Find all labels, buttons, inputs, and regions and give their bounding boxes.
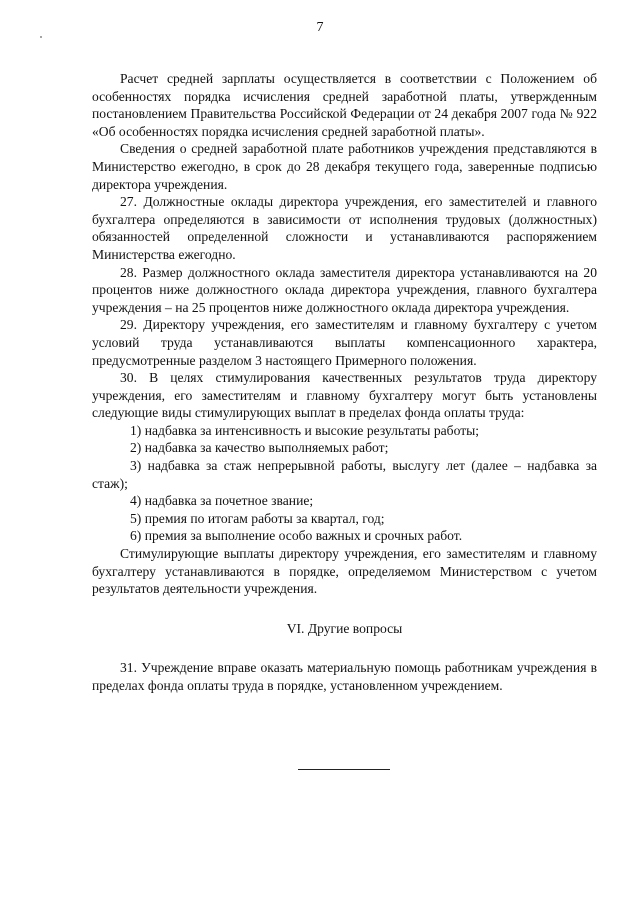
list-item: 6) премия за выполнение особо важных и срочных работ. <box>130 528 463 544</box>
paragraph-salary-info: Сведения о средней заработной плате работников учреждения представляются в Министерство ежегодно, в срок до 28 декабря текущего года, заверенные подписью директора учреждения. <box>92 141 597 192</box>
paragraph-30: 30. В целях стимулирования качественных результатов труда директору учреждения, его заместителям и главному бухгалтеру могут быть установлены следующие виды стимулирующих выплат в пределах фонда оплаты труда: <box>92 370 597 421</box>
end-of-document-rule <box>298 769 390 770</box>
list-item: 2) надбавка за качество выполняемых работ; <box>130 440 389 456</box>
document-body <box>92 70 597 695</box>
section-title: VI. Другие вопросы <box>286 620 403 636</box>
list-item: 5) премия по итогам работы за квартал, год; <box>130 510 385 526</box>
paragraph-27: 27. Должностные оклады директора учреждения, его заместителей и главного бухгалтера определяются в зависимости от исполнения трудовых (должностных) обязанностей определенной сложности и устанавливаются распоряжением Министерства ежегодно. <box>92 194 597 262</box>
list-item: 4) надбавка за почетное звание; <box>130 493 314 509</box>
list-item: 3) надбавка за стаж непрерывной работы, выслугу лет (далее – надбавка за стаж); <box>92 458 597 491</box>
list-item: 1) надбавка за интенсивность и высокие результаты работы; <box>130 422 480 438</box>
page-number: 7 <box>316 20 324 35</box>
paragraph-average-salary: Расчет средней зарплаты осуществляется в соответствии с Положением об особенностях порядка исчисления средней заработной платы, утвержденным постановлением Правительства Российской Федерации от 24 декабря 2007 года № 922 «Об особенностях порядка исчисления средней заработной платы». <box>92 71 597 139</box>
paragraph-31: 31. Учреждение вправе оказать материальную помощь работникам учреждения в пределах фонда оплаты труда в порядке, установленном учреждением. <box>92 660 597 693</box>
paragraph-28: 28. Размер должностного оклада заместителя директора устанавливаются на 20 процентов ниже должностного оклада директора учреждения, главного бухгалтера учреждения – на 25 процентов ниже должностного оклада директора учреждения. <box>92 264 597 315</box>
scan-artifact <box>40 36 42 38</box>
paragraph-29: 29. Директору учреждения, его заместителям и главному бухгалтеру с учетом условий труда устанавливаются выплаты компенсационного характера, предусмотренные разделом 3 настоящего Примерного положения. <box>92 317 597 368</box>
paragraph-stimulating-payments: Стимулирующие выплаты директору учреждения, его заместителям и главному бухгалтеру устанавливаются в порядке, определяемом Министерством с учетом результатов деятельности учреждения. <box>92 546 597 597</box>
